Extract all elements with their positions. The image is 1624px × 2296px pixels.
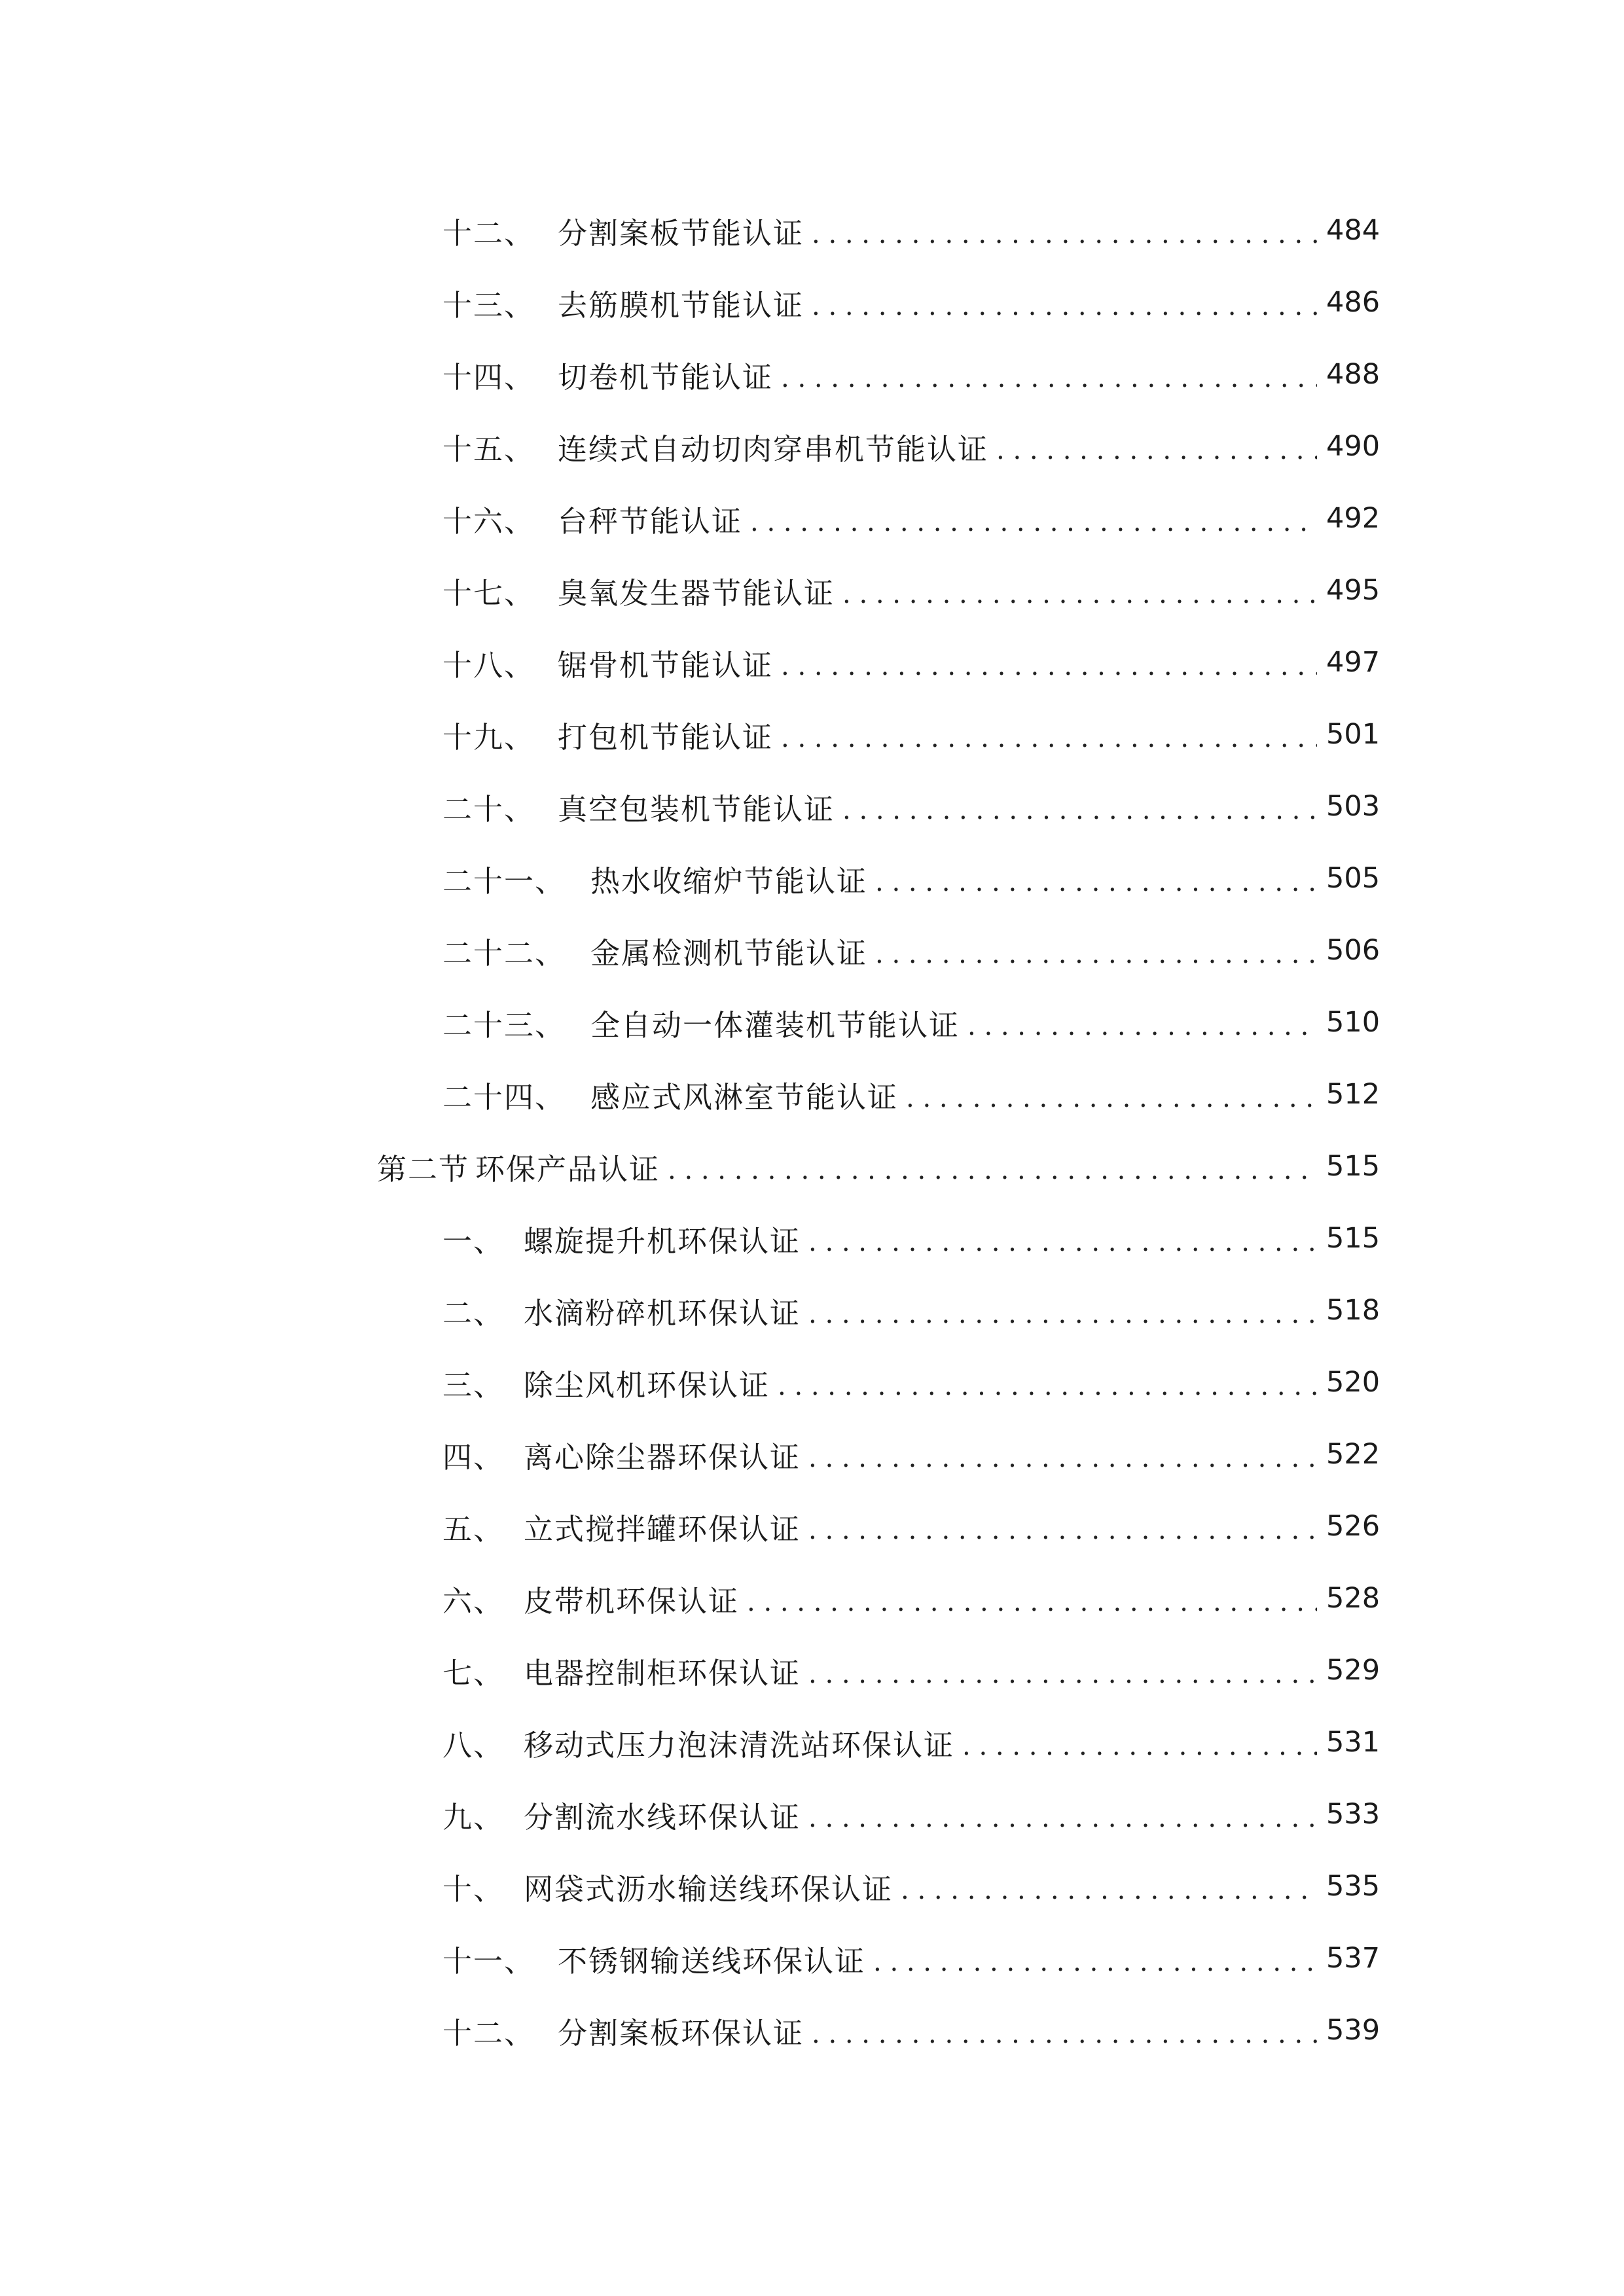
toc-dot-leader — [873, 1949, 1317, 1975]
toc-entry-title: 立式搅拌罐环保认证 — [524, 1511, 801, 1547]
toc-entry-number: 二十、 — [442, 791, 535, 827]
toc-entry-number: 十七、 — [442, 575, 535, 611]
toc-entry-number: 一、 — [442, 1223, 505, 1259]
toc-section-page: 515 — [1326, 1150, 1380, 1183]
toc-entry[interactable] — [442, 1788, 1380, 1840]
toc-entry-title: 除尘风机环保认证 — [524, 1367, 770, 1403]
toc-entry[interactable] — [442, 276, 1380, 329]
toc-entry-page: 506 — [1326, 934, 1380, 967]
toc-entry-page: 486 — [1326, 286, 1380, 319]
toc-entry[interactable] — [442, 1500, 1380, 1552]
toc-dot-leader — [808, 1229, 1317, 1255]
toc-entry-title: 分割案板节能认证 — [558, 215, 804, 251]
toc-entry-title: 皮带机环保认证 — [524, 1583, 740, 1619]
toc-entry[interactable] — [442, 852, 1380, 905]
toc-section-entry[interactable] — [377, 1140, 1380, 1193]
toc-dot-leader — [996, 437, 1317, 463]
toc-entry-title: 分割案板环保认证 — [558, 2015, 804, 2051]
toc-entry-page: 505 — [1326, 862, 1380, 895]
toc-entry[interactable] — [442, 1716, 1380, 1768]
toc-entry-page: 518 — [1326, 1294, 1380, 1327]
toc-entry-page: 537 — [1326, 1942, 1380, 1975]
toc-dot-leader — [962, 1733, 1317, 1759]
toc-entry-page: 526 — [1326, 1510, 1380, 1543]
toc-dot-leader — [875, 941, 1317, 967]
toc-dot-leader — [781, 725, 1317, 751]
toc-entry[interactable] — [442, 1212, 1380, 1265]
toc-entry-title: 移动式压力泡沫清洗站环保认证 — [524, 1727, 955, 1763]
toc-dot-leader — [812, 293, 1317, 319]
toc-entry-number: 二十三、 — [442, 1007, 566, 1043]
toc-entry-page: 488 — [1326, 358, 1380, 391]
toc-entry-page: 490 — [1326, 430, 1380, 463]
toc-entry-page: 501 — [1326, 718, 1380, 751]
toc-entry-page: 497 — [1326, 646, 1380, 679]
toc-entry-page: 528 — [1326, 1582, 1380, 1615]
toc-entry-number: 二十二、 — [442, 935, 566, 971]
toc-entry-title: 金属检测机节能认证 — [590, 935, 868, 971]
toc-entry[interactable] — [442, 492, 1380, 545]
toc-entry-title: 电器控制柜环保认证 — [524, 1655, 801, 1691]
toc-dot-leader — [808, 1445, 1317, 1471]
toc-entry-title: 螺旋提升机环保认证 — [524, 1223, 801, 1259]
toc-section-title: 环保产品认证 — [475, 1151, 660, 1187]
toc-entry-title: 锯骨机节能认证 — [558, 647, 774, 683]
toc-entry-number: 十五、 — [442, 431, 535, 467]
toc-entry-page: 529 — [1326, 1654, 1380, 1687]
toc-dot-leader — [967, 1013, 1317, 1039]
toc-entry-title: 全自动一体灌装机节能认证 — [590, 1007, 960, 1043]
toc-entry[interactable] — [442, 924, 1380, 977]
toc-entry-title: 不锈钢输送线环保认证 — [558, 1943, 866, 1979]
toc-entry[interactable] — [442, 636, 1380, 689]
toc-entry[interactable] — [442, 1068, 1380, 1121]
toc-entry[interactable] — [442, 1428, 1380, 1480]
toc-entry-number: 二、 — [442, 1295, 505, 1331]
toc-entry-title: 真空包装机节能认证 — [558, 791, 835, 827]
toc-entry-page: 539 — [1326, 2014, 1380, 2047]
toc-entry-number: 八、 — [442, 1727, 505, 1763]
toc-entry-number: 五、 — [442, 1511, 505, 1547]
toc-entry-number: 十三、 — [442, 287, 535, 323]
toc-dot-leader — [812, 221, 1317, 247]
toc-entry-number: 十二、 — [442, 215, 535, 251]
toc-dot-leader — [808, 1517, 1317, 1543]
toc-dot-leader — [781, 365, 1317, 391]
toc-entry[interactable] — [442, 1572, 1380, 1624]
toc-dot-leader — [747, 1589, 1317, 1615]
toc-entry-number: 四、 — [442, 1439, 505, 1475]
toc-entry[interactable] — [442, 1356, 1380, 1408]
toc-entry-page: 515 — [1326, 1222, 1380, 1255]
toc-entry-title: 网袋式沥水输送线环保认证 — [524, 1871, 893, 1907]
toc-entry-number: 十四、 — [442, 359, 535, 395]
toc-dot-leader — [842, 581, 1317, 607]
toc-section-number: 第二节 — [377, 1151, 470, 1187]
toc-entry-title: 台秤节能认证 — [558, 503, 743, 539]
toc-entry-number: 十八、 — [442, 647, 535, 683]
toc-dot-leader — [808, 1661, 1317, 1687]
toc-entry[interactable] — [442, 996, 1380, 1049]
toc-entry-page: 492 — [1326, 502, 1380, 535]
toc-dot-leader — [842, 797, 1317, 823]
toc-entry-number: 九、 — [442, 1799, 505, 1835]
toc-entry-page: 503 — [1326, 790, 1380, 823]
toc-dot-leader — [906, 1085, 1317, 1111]
toc-entry[interactable] — [442, 708, 1380, 761]
toc-dot-leader — [778, 1373, 1317, 1399]
toc-dot-leader — [750, 509, 1317, 535]
toc-entry-title: 去筋膜机节能认证 — [558, 287, 804, 323]
toc-entry[interactable] — [442, 420, 1380, 473]
toc-dot-leader — [901, 1877, 1317, 1903]
toc-dot-leader — [808, 1301, 1317, 1327]
toc-entry-title: 打包机节能认证 — [558, 719, 774, 755]
toc-entry-page: 535 — [1326, 1870, 1380, 1903]
toc-entry-number: 十九、 — [442, 719, 535, 755]
toc-dot-leader — [668, 1157, 1317, 1183]
toc-entry-title: 切卷机节能认证 — [558, 359, 774, 395]
toc-entry-number: 三、 — [442, 1367, 505, 1403]
toc-entry[interactable] — [442, 1932, 1380, 1984]
toc-entry-page: 533 — [1326, 1798, 1380, 1831]
toc-entry-number: 十二、 — [442, 2015, 535, 2051]
toc-entry-number: 十、 — [442, 1871, 505, 1907]
toc-dot-leader — [808, 1805, 1317, 1831]
toc-entry[interactable] — [442, 1644, 1380, 1696]
toc-entry[interactable] — [442, 1860, 1380, 1912]
toc-entry-number: 二十四、 — [442, 1079, 566, 1115]
toc-dot-leader — [781, 653, 1317, 679]
toc-entry-page: 522 — [1326, 1438, 1380, 1471]
toc-entry[interactable] — [442, 2004, 1380, 2056]
toc-entry-title: 感应式风淋室节能认证 — [590, 1079, 899, 1115]
toc-entry-page: 520 — [1326, 1366, 1380, 1399]
toc-entry[interactable] — [442, 1284, 1380, 1336]
toc-entry-number: 十六、 — [442, 503, 535, 539]
toc-entry-number: 六、 — [442, 1583, 505, 1619]
toc-entry-number: 七、 — [442, 1655, 505, 1691]
toc-entry[interactable] — [442, 348, 1380, 401]
toc-entry-title: 热水收缩炉节能认证 — [590, 863, 868, 899]
toc-dot-leader — [812, 2021, 1317, 2047]
toc-entry-title: 连续式自动切肉穿串机节能认证 — [558, 431, 989, 467]
toc-entry-page: 531 — [1326, 1726, 1380, 1759]
toc-entry-page: 484 — [1326, 214, 1380, 247]
toc-dot-leader — [875, 869, 1317, 895]
toc-entry-number: 二十一、 — [442, 863, 566, 899]
toc-entry-number: 十一、 — [442, 1943, 535, 1979]
toc-entry-title: 水滴粉碎机环保认证 — [524, 1295, 801, 1331]
toc-entry[interactable] — [442, 204, 1380, 257]
toc-entry-page: 495 — [1326, 574, 1380, 607]
toc-entry-page: 512 — [1326, 1078, 1380, 1111]
toc-entry[interactable] — [442, 780, 1380, 833]
toc-entry-page: 510 — [1326, 1006, 1380, 1039]
toc-entry-title: 臭氧发生器节能认证 — [558, 575, 835, 611]
toc-entry-title: 离心除尘器环保认证 — [524, 1439, 801, 1475]
toc-entry[interactable] — [442, 564, 1380, 617]
toc-entry-title: 分割流水线环保认证 — [524, 1799, 801, 1835]
